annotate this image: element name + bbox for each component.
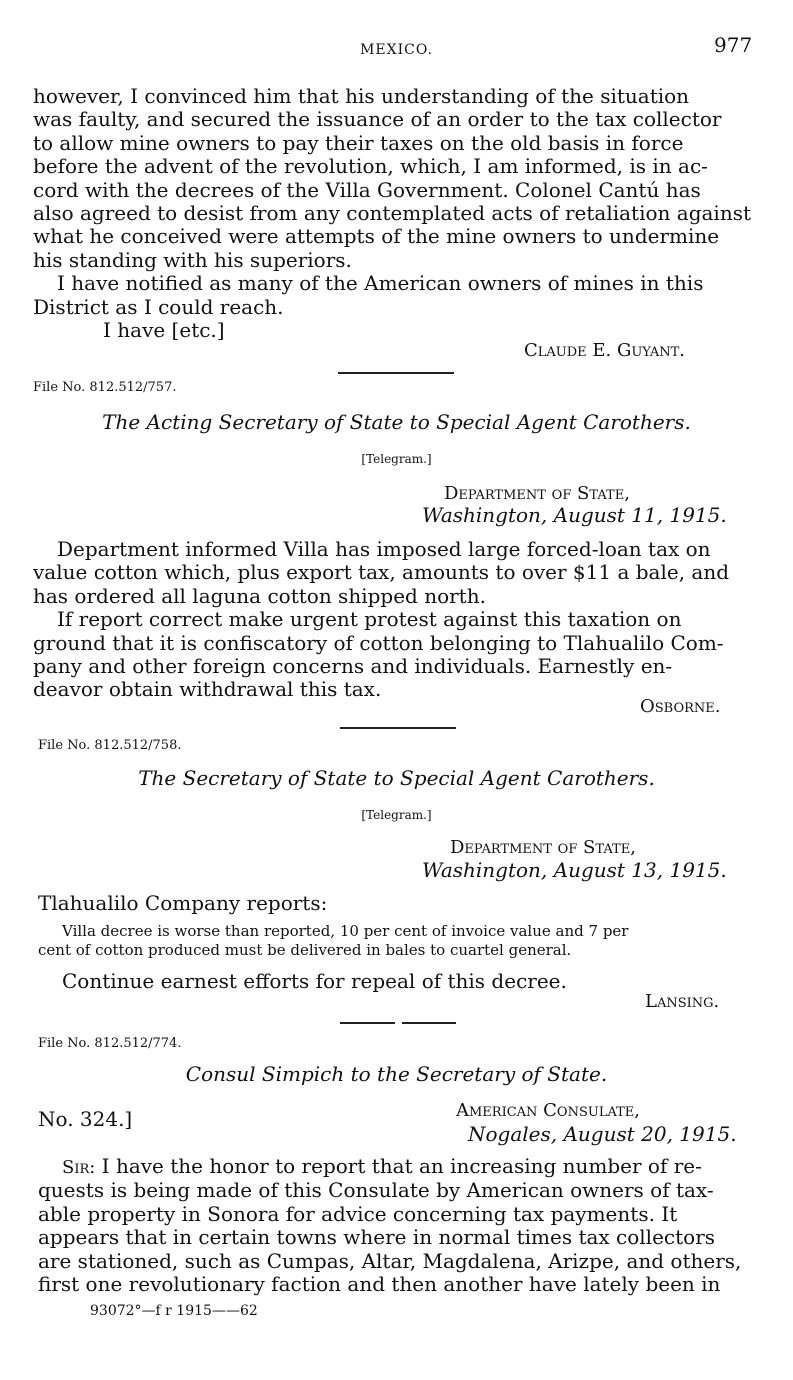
dept-heading: Department of State,: [450, 837, 636, 858]
text-line: are stationed, such as Cumpas, Altar, Magdalena, Arizpe, and others,: [38, 1249, 742, 1273]
consulate-heading: American Consulate,: [456, 1100, 641, 1121]
page-number: 977: [714, 33, 753, 57]
telegram-body: [33, 538, 763, 702]
dispatch-body: [38, 1155, 764, 1296]
text-line: I have notified as many of the American owners of mines in this: [57, 272, 704, 296]
intro-line: Tlahualilo Company reports:: [38, 891, 328, 915]
section-divider: [340, 1022, 395, 1024]
section-divider: [402, 1022, 456, 1024]
telegram-label: [Telegram.]: [361, 452, 432, 466]
text-line: If report correct make urgent protest against this taxation on: [57, 608, 682, 632]
document-title: Consul Simpich to the Secretary of State.: [185, 1062, 608, 1086]
file-number: File No. 812.512/757.: [33, 380, 177, 395]
running-head: MEXICO.: [360, 42, 433, 58]
signature-osborne: Osborne.: [640, 696, 721, 717]
text-line: pany and other foreign concerns and individuals. Earnestly en-: [33, 655, 673, 679]
text-line: first one revolutionary faction and then another have lately been in: [38, 1273, 721, 1297]
text-line: also agreed to desist from any contemplated acts of retaliation against: [33, 202, 751, 226]
text-line: his standing with his superiors.: [33, 248, 352, 272]
signature-lansing: Lansing.: [645, 991, 720, 1012]
document-title: The Secretary of State to Special Agent Carothers.: [138, 766, 655, 790]
text-line: cord with the decrees of the Villa Government. Colonel Cantú has: [33, 178, 701, 202]
dispatch-number: No. 324.]: [38, 1107, 133, 1131]
text-line: quests is being made of this Consulate by American owners of tax-: [38, 1179, 714, 1203]
text-line: what he conceived were attempts of the mine owners to undermine: [33, 225, 720, 249]
printer-footer: 93072°—f r 1915——62: [90, 1303, 258, 1319]
text-line: cent of cotton produced must be delivered in bales to cuartel general.: [38, 941, 572, 959]
dept-heading: Department of State,: [444, 483, 630, 504]
text-line: however, I convinced him that his understanding of the situation: [33, 85, 690, 108]
text-line: Villa decree is worse than reported, 10 per cent of invoice value and 7 per: [62, 922, 629, 940]
file-number: File No. 812.512/774.: [38, 1036, 182, 1051]
text-line: ground that it is confiscatory of cotton belonging to Tlahualilo Com-: [33, 631, 724, 655]
section-divider: [338, 372, 454, 374]
text-line: value cotton which, plus export tax, amounts to over $11 a bale, and: [33, 561, 730, 585]
text-line: appears that in certain towns where in normal times tax collectors: [38, 1226, 716, 1250]
file-number: File No. 812.512/758.: [38, 738, 182, 753]
text-line: before the advent of the revolution, which, I am informed, is in ac-: [33, 155, 708, 179]
letter-continuation: [33, 85, 763, 342]
dateline: Nogales, August 20, 1915.: [468, 1122, 737, 1146]
dateline: Washington, August 13, 1915.: [422, 858, 727, 882]
closing-line: Continue earnest efforts for repeal of this decree.: [62, 969, 567, 993]
signature-guyant: Claude E. Guyant.: [524, 340, 686, 361]
text-line: deavor obtain withdrawal this tax.: [33, 678, 382, 702]
text-line: able property in Sonora for advice concerning tax payments. It: [38, 1202, 678, 1226]
text-line: has ordered all laguna cotton shipped north.: [33, 584, 486, 608]
telegram-label: [Telegram.]: [361, 808, 432, 822]
document-title: The Acting Secretary of State to Special Agent Carothers.: [102, 410, 691, 434]
dateline: Washington, August 11, 1915.: [422, 503, 727, 527]
closing-line: I have [etc.]: [103, 319, 225, 343]
quoted-decree: [38, 922, 764, 960]
text-line: was faulty, and secured the issuance of an order to the tax collector: [33, 108, 722, 132]
text-line: District as I could reach.: [33, 295, 284, 319]
text-line: Sir: I have the honor to report that an increasing number of re-: [62, 1155, 702, 1178]
text-line: Department informed Villa has imposed large forced-loan tax on: [57, 538, 711, 561]
text-line: to allow mine owners to pay their taxes on the old basis in force: [33, 131, 684, 155]
section-divider: [340, 727, 456, 729]
salutation: Sir:: [62, 1157, 96, 1178]
